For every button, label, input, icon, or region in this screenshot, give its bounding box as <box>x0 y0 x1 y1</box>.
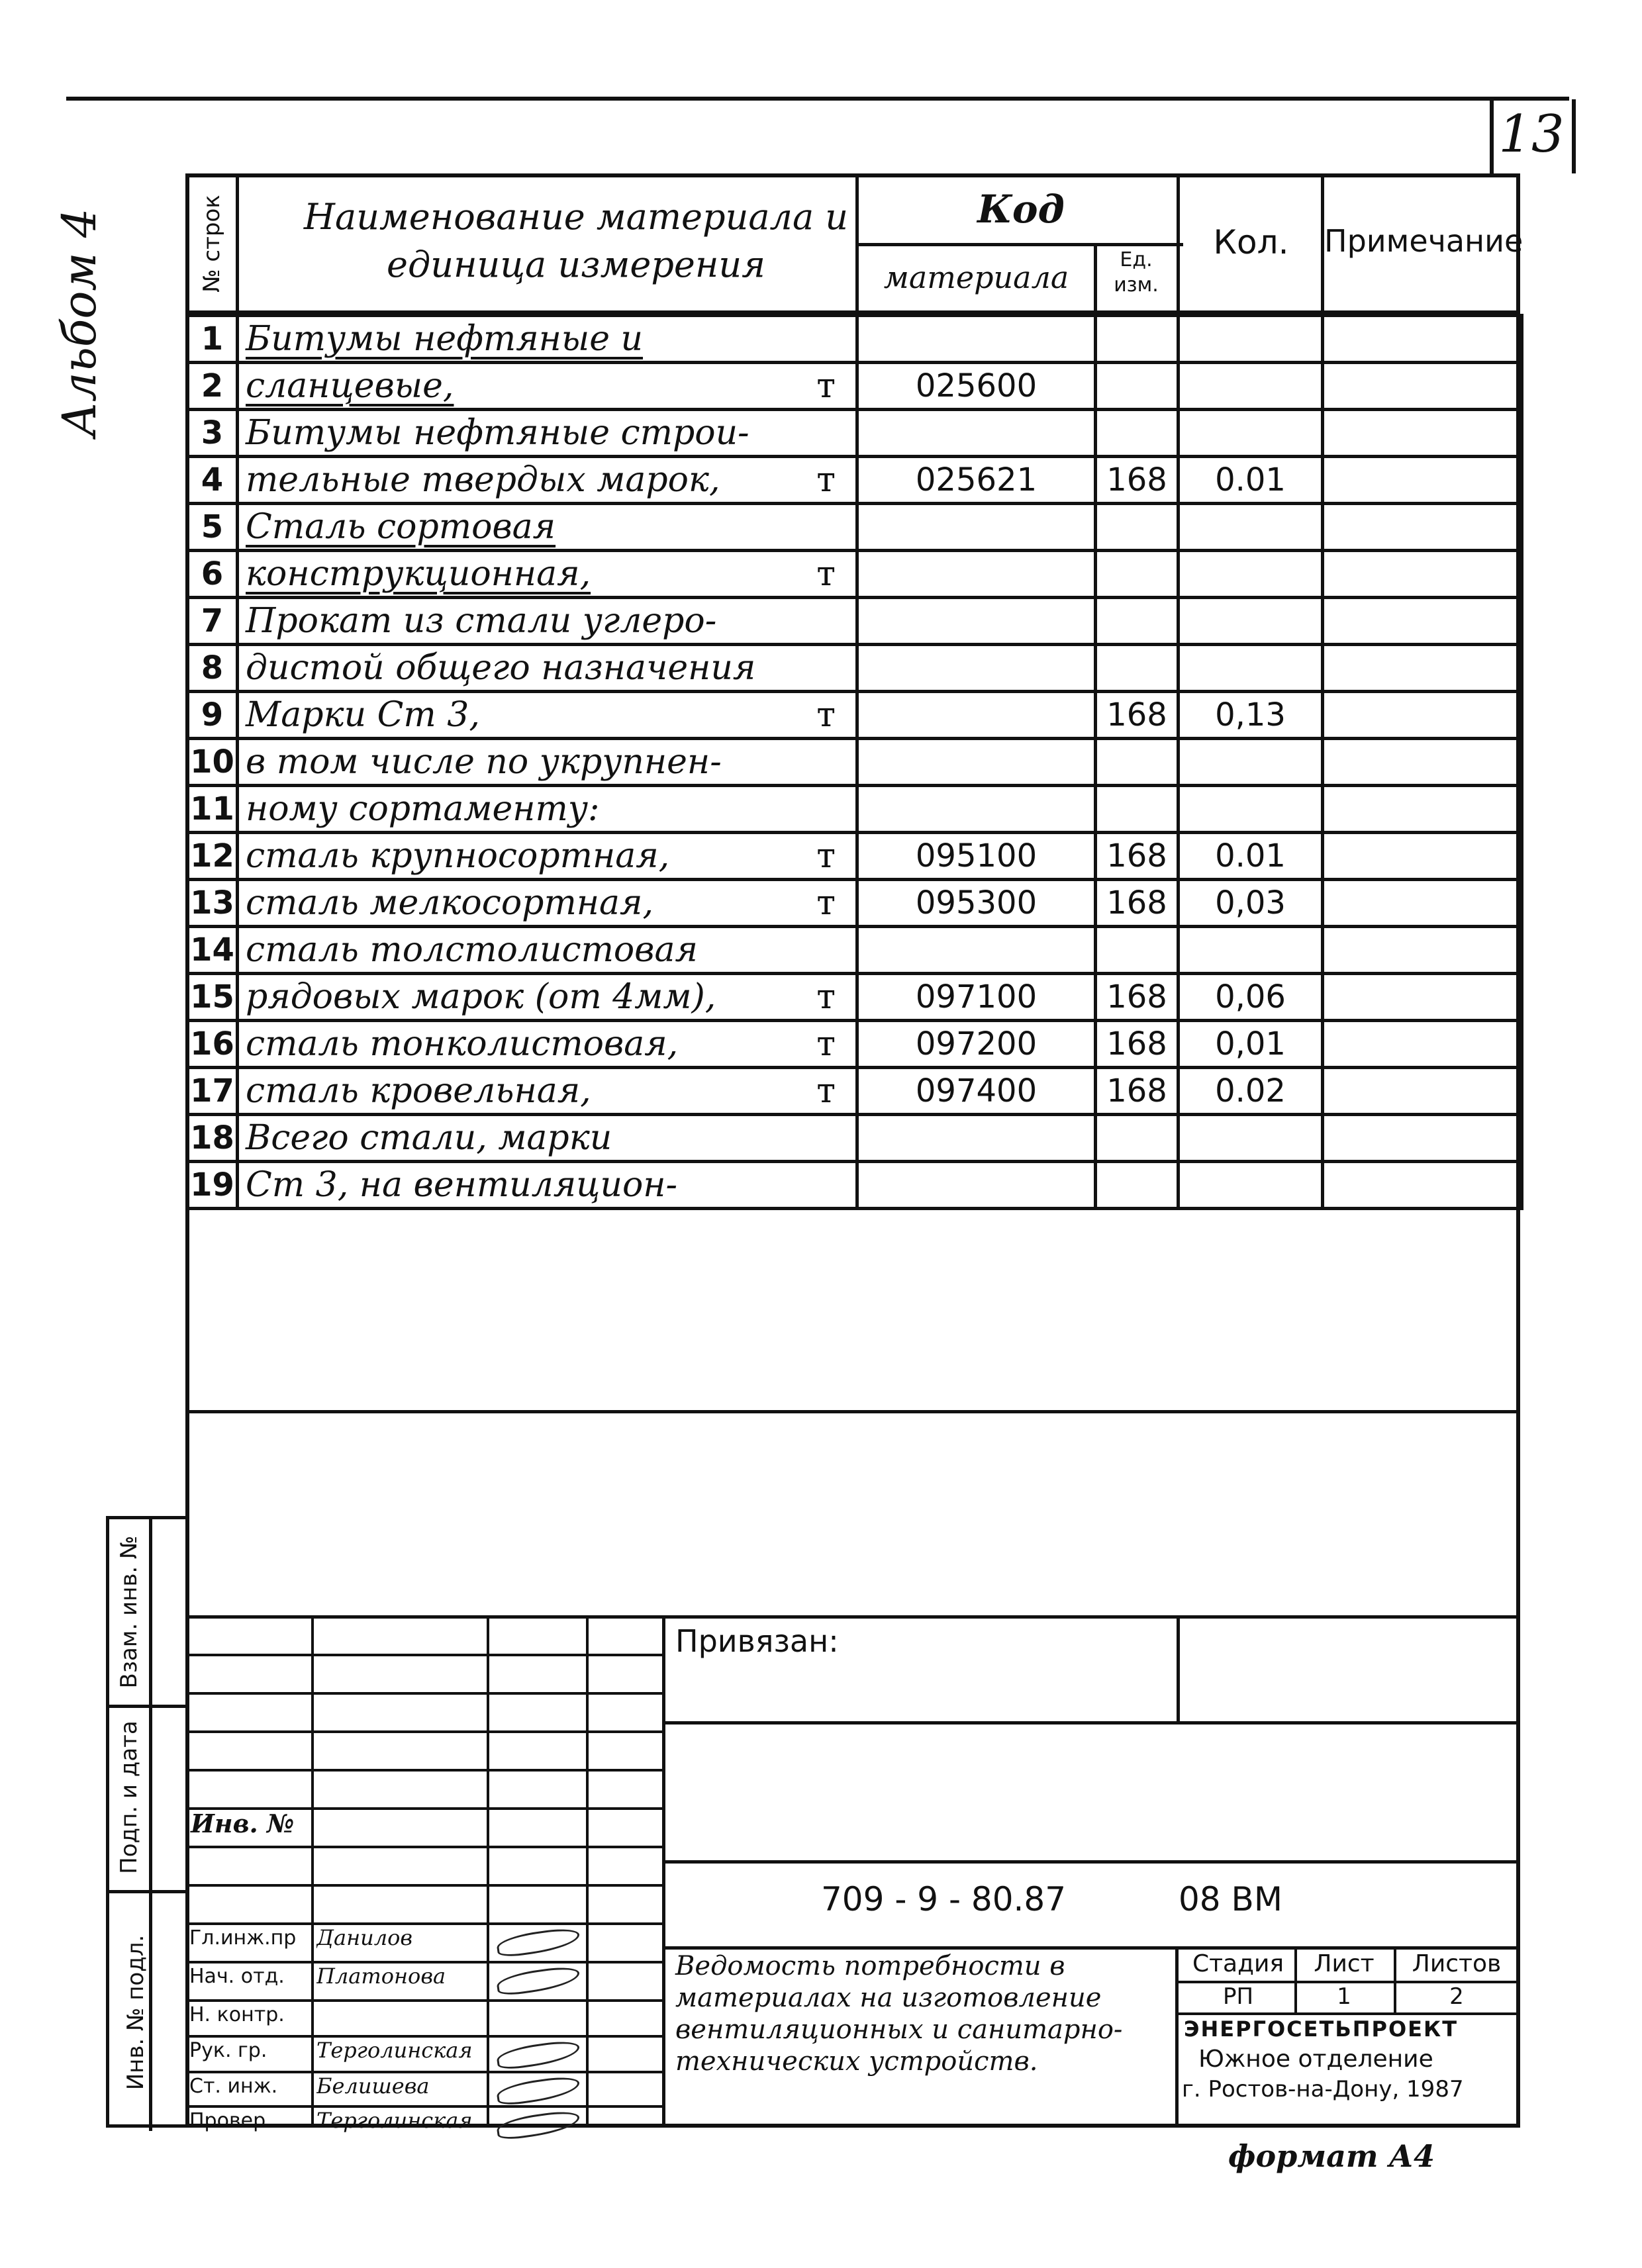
row-note <box>1323 1162 1522 1209</box>
table-row <box>187 363 1522 410</box>
row-name: Всего стали, марки <box>246 1118 612 1158</box>
row-material-code: 097400 <box>857 1068 1096 1115</box>
row-number: 15 <box>187 974 238 1021</box>
table-row <box>187 504 1522 551</box>
row-quantity <box>1179 1162 1323 1209</box>
row-material-code <box>857 410 1096 457</box>
row-quantity <box>1179 645 1323 692</box>
side-stamp <box>106 1516 185 2128</box>
row-number: 6 <box>187 551 238 598</box>
header-code-unit: Ед. изм. <box>1114 248 1159 297</box>
row-material-code <box>857 598 1096 645</box>
role-name: Платонова <box>316 1963 446 1989</box>
row-material-code <box>857 645 1096 692</box>
sheet-value: 1 <box>1337 1983 1351 2010</box>
row-name: сталь кровельная, <box>246 1071 591 1111</box>
row-unit-code: 168 <box>1096 1068 1179 1115</box>
row-quantity: 0.01 <box>1179 457 1323 504</box>
row-unit-code <box>1096 598 1179 645</box>
row-quantity <box>1179 363 1323 410</box>
row-note <box>1323 880 1522 927</box>
header-qty: Кол. <box>1213 223 1289 261</box>
row-note <box>1323 410 1522 457</box>
row-number: 18 <box>187 1115 238 1162</box>
row-name-cell <box>238 316 857 363</box>
table-row <box>187 1162 1522 1209</box>
row-name: сталь толстолистовая <box>246 930 698 970</box>
row-name-cell <box>238 410 857 457</box>
row-name-cell <box>238 833 857 880</box>
row-unit-code: 168 <box>1096 1021 1179 1068</box>
row-number: 2 <box>187 363 238 410</box>
row-unit: т <box>816 1024 836 1064</box>
org-city: г. Ростов-на-Дону, 1987 <box>1182 2076 1464 2103</box>
privyazan-label: Привязан: <box>675 1623 839 1659</box>
table-row <box>187 1021 1522 1068</box>
row-material-code: 025621 <box>857 457 1096 504</box>
row-quantity <box>1179 551 1323 598</box>
materials-table <box>185 314 1523 1210</box>
row-name: Марки Ст 3, <box>246 695 480 735</box>
sheet-label: Лист <box>1314 1950 1375 1977</box>
row-number: 5 <box>187 504 238 551</box>
row-unit: т <box>816 883 836 923</box>
org-branch: Южное отделение <box>1198 2046 1433 2073</box>
table-row <box>187 786 1522 833</box>
table-row <box>187 927 1522 974</box>
row-number: 7 <box>187 598 238 645</box>
row-name-cell <box>238 739 857 786</box>
row-name-cell <box>238 645 857 692</box>
role-name: Терголинская <box>316 2108 473 2133</box>
row-material-code <box>857 316 1096 363</box>
row-name-cell <box>238 363 857 410</box>
org-name: ЭНЕРГОСЕТЬПРОЕКТ <box>1184 2016 1459 2042</box>
row-material-code <box>857 739 1096 786</box>
header-code: Код <box>977 187 1065 232</box>
table-row <box>187 974 1522 1021</box>
row-unit-code: 168 <box>1096 974 1179 1021</box>
row-number: 16 <box>187 1021 238 1068</box>
signature <box>495 1964 581 1997</box>
row-material-code <box>857 927 1096 974</box>
row-unit-code <box>1096 1162 1179 1209</box>
row-note <box>1323 1068 1522 1115</box>
row-quantity: 0,06 <box>1179 974 1323 1021</box>
row-material-code: 095300 <box>857 880 1096 927</box>
top-rule <box>66 97 1569 101</box>
row-name-cell <box>238 598 857 645</box>
row-quantity <box>1179 504 1323 551</box>
role-label: Рук. гр. <box>189 2039 267 2062</box>
row-name-cell <box>238 504 857 551</box>
inv-no-label: Инв. № <box>191 1809 295 1838</box>
row-name-cell <box>238 786 857 833</box>
row-unit-code: 168 <box>1096 692 1179 739</box>
row-note <box>1323 551 1522 598</box>
row-unit-code <box>1096 363 1179 410</box>
row-number: 10 <box>187 739 238 786</box>
role-name: Терголинская <box>316 2038 473 2063</box>
row-quantity: 0,03 <box>1179 880 1323 927</box>
row-quantity <box>1179 410 1323 457</box>
signature <box>495 1926 581 1958</box>
table-row <box>187 551 1522 598</box>
row-number: 14 <box>187 927 238 974</box>
row-note <box>1323 504 1522 551</box>
row-note <box>1323 974 1522 1021</box>
row-unit-code <box>1096 645 1179 692</box>
row-unit: т <box>816 695 836 735</box>
table-row <box>187 316 1522 363</box>
row-name: Битумы нефтяные строи- <box>246 413 749 453</box>
row-name-cell <box>238 1021 857 1068</box>
role-label: Н. контр. <box>189 2003 285 2026</box>
table-row <box>187 598 1522 645</box>
row-name: Сталь сортовая <box>246 507 556 547</box>
row-number: 13 <box>187 880 238 927</box>
header-note: Примечание <box>1324 223 1523 259</box>
row-note <box>1323 363 1522 410</box>
row-name-cell <box>238 1162 857 1209</box>
role-name: Белишева <box>316 2073 430 2099</box>
header-code-material: материала <box>883 260 1069 295</box>
row-name-cell <box>238 927 857 974</box>
row-unit: т <box>816 554 836 594</box>
table-header <box>185 173 1523 314</box>
row-material-code: 097100 <box>857 974 1096 1021</box>
doc-code: 709 - 9 - 80.87 <box>821 1880 1067 1918</box>
row-name: рядовых марок (от 4мм), <box>246 977 716 1017</box>
row-name: Битумы нефтяные и <box>246 319 644 359</box>
empty-band <box>185 1410 1520 1413</box>
row-name: дистой общего назначения <box>246 648 756 688</box>
row-name-cell <box>238 457 857 504</box>
table-row <box>187 1068 1522 1115</box>
row-note <box>1323 316 1522 363</box>
row-name-cell <box>238 692 857 739</box>
row-number: 11 <box>187 786 238 833</box>
role-label: Провер. <box>189 2109 272 2132</box>
side-label-podp-data: Подп. и дата <box>116 1721 142 1874</box>
title-block <box>185 1615 1520 2133</box>
row-note <box>1323 1115 1522 1162</box>
role-label: Ст. инж. <box>189 2075 278 2098</box>
row-material-code <box>857 786 1096 833</box>
sheets-label: Листов <box>1412 1950 1502 1977</box>
row-number: 19 <box>187 1162 238 1209</box>
row-note <box>1323 786 1522 833</box>
role-label: Нач. отд. <box>189 1965 285 1988</box>
row-quantity: 0.01 <box>1179 833 1323 880</box>
sheets-value: 2 <box>1449 1983 1464 2010</box>
row-name: Прокат из стали углеро- <box>246 601 717 641</box>
row-unit-code <box>1096 786 1179 833</box>
row-quantity: 0.02 <box>1179 1068 1323 1115</box>
table-row <box>187 410 1522 457</box>
row-name: сланцевые, <box>246 366 454 406</box>
row-quantity <box>1179 739 1323 786</box>
row-unit: т <box>816 836 836 876</box>
row-note <box>1323 598 1522 645</box>
row-name: Ст 3, на вентиляцион- <box>246 1165 678 1205</box>
stage-value: РП <box>1222 1983 1254 2010</box>
signature <box>495 2038 581 2071</box>
row-quantity <box>1179 1115 1323 1162</box>
table-row <box>187 645 1522 692</box>
table-row <box>187 833 1522 880</box>
stage-label: Стадия <box>1192 1950 1284 1977</box>
row-unit: т <box>816 366 836 406</box>
row-unit-code <box>1096 1115 1179 1162</box>
role-label: Гл.инж.пр <box>189 1926 297 1950</box>
format-label: формат А4 <box>1228 2138 1435 2174</box>
row-note <box>1323 833 1522 880</box>
row-material-code <box>857 1115 1096 1162</box>
table-row <box>187 739 1522 786</box>
doc-title: Ведомость потребности в материалах на изготовление вентиляционных и санитарно-технических устройств. <box>675 1951 1123 2077</box>
page-number: 13 <box>1498 105 1565 164</box>
row-number: 9 <box>187 692 238 739</box>
row-number: 4 <box>187 457 238 504</box>
row-unit: т <box>816 1071 836 1111</box>
row-quantity: 0,13 <box>1179 692 1323 739</box>
side-label-vzam: Взам. инв. № <box>116 1535 142 1689</box>
row-name: сталь крупносортная, <box>246 836 670 876</box>
row-note <box>1323 927 1522 974</box>
row-material-code <box>857 551 1096 598</box>
doc-suffix: 08 ВМ <box>1179 1880 1282 1918</box>
row-number: 1 <box>187 316 238 363</box>
table-row <box>187 1115 1522 1162</box>
signature <box>495 2108 581 2141</box>
row-note <box>1323 457 1522 504</box>
row-name-cell <box>238 880 857 927</box>
row-material-code: 095100 <box>857 833 1096 880</box>
header-row-no: № строк <box>185 173 239 314</box>
row-note <box>1323 645 1522 692</box>
table-row <box>187 692 1522 739</box>
row-unit-code: 168 <box>1096 457 1179 504</box>
row-material-code <box>857 1162 1096 1209</box>
row-number: 17 <box>187 1068 238 1115</box>
row-number: 3 <box>187 410 238 457</box>
row-name: конструкционная, <box>246 554 591 594</box>
row-unit-code <box>1096 316 1179 363</box>
table-row <box>187 880 1522 927</box>
row-unit-code <box>1096 927 1179 974</box>
row-name: сталь тонколистовая, <box>246 1024 679 1064</box>
row-number: 8 <box>187 645 238 692</box>
row-unit-code <box>1096 739 1179 786</box>
row-material-code <box>857 692 1096 739</box>
row-name-cell <box>238 551 857 598</box>
row-unit: т <box>816 460 836 500</box>
row-number: 12 <box>187 833 238 880</box>
row-note <box>1323 1021 1522 1068</box>
row-note <box>1323 692 1522 739</box>
row-material-code: 097200 <box>857 1021 1096 1068</box>
row-unit-code: 168 <box>1096 833 1179 880</box>
signature <box>495 2074 581 2106</box>
row-unit-code: 168 <box>1096 880 1179 927</box>
row-name-cell <box>238 974 857 1021</box>
row-material-code <box>857 504 1096 551</box>
row-quantity <box>1179 316 1323 363</box>
table-row <box>187 457 1522 504</box>
row-unit-code <box>1096 410 1179 457</box>
row-unit: т <box>816 977 836 1017</box>
row-quantity <box>1179 786 1323 833</box>
row-name: сталь мелкосортная, <box>246 883 653 923</box>
row-name-cell <box>238 1068 857 1115</box>
row-name: тельные твердых марок, <box>246 460 720 500</box>
row-name: в том числе по укрупнен- <box>246 742 722 782</box>
row-unit-code <box>1096 551 1179 598</box>
row-quantity <box>1179 598 1323 645</box>
row-material-code: 025600 <box>857 363 1096 410</box>
row-quantity <box>1179 927 1323 974</box>
role-name: Данилов <box>316 1925 413 1950</box>
header-name: Наименование материала и единица измерения <box>303 196 849 285</box>
row-name-cell <box>238 1115 857 1162</box>
row-name: ному сортаменту: <box>246 789 600 829</box>
side-label-inv-podl: Инв. № подл. <box>122 1934 149 2091</box>
row-quantity: 0,01 <box>1179 1021 1323 1068</box>
row-note <box>1323 739 1522 786</box>
album-label: Альбом 4 <box>52 208 107 437</box>
row-unit-code <box>1096 504 1179 551</box>
